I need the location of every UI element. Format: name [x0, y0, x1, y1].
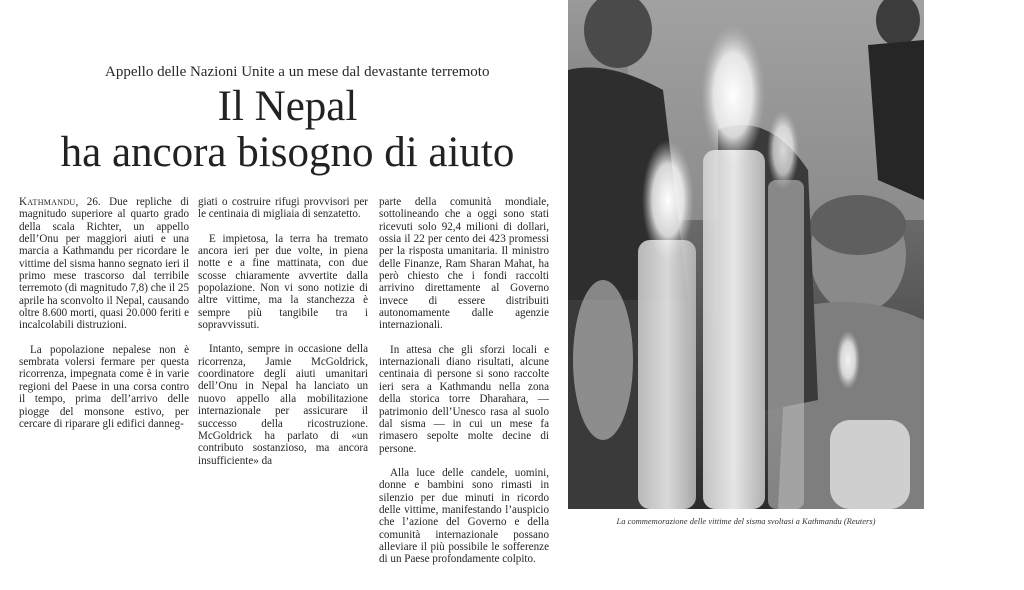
- news-photo: [568, 0, 924, 509]
- article-kicker: Appello delle Nazioni Unite a un mese dal devastante terremoto: [105, 64, 490, 80]
- headline-line-2: ha ancora bisogno di aiuto: [60, 129, 515, 176]
- candle-vigil-photo: [568, 0, 924, 509]
- paragraph: In attesa che gli sforzi locali e internazionali diano risultati, alcune centinaia di persone si sono raccolte ieri sera a Kathmandu nella zona della storica torre Dharahara, — patrimonio dell’Unesco rasa al suolo dal sisma — in cui un mese fa rimasero sepolte molte decine di persone.: [379, 343, 549, 455]
- paragraph: giati o costruire rifugi provvisori per le centinaia di migliaia di senzatetto.: [198, 196, 368, 221]
- photo-caption: La commemorazione delle vittime del sisma svoltasi a Kathmandu (Reuters): [616, 516, 876, 526]
- paragraph-text: , 26. Due repliche di magnitudo superiore al quarto grado della scala Richter, un appello dell’Onu per maggiori aiuti e una marcia a Kathmandu per ricordare le vittime del sisma hanno segnato ieri il primo mese trascorso dal terribile terremoto (di magnitudo 7,8) che il 25 aprile ha sconvolto il Nepal, causando oltre 8.600 morti, quasi 20.000 feriti e incalcolabili distruzioni.: [19, 196, 189, 332]
- paragraph: La popolazione nepalese non è sembrata volersi fermare per questa ricorrenza, impegnata come è in varie regioni del Paese in una corsa contro il tempo, prima dell’arrivo delle piogge del monsone estivo, per cercare di riparare gli edifici danneg-: [19, 343, 189, 430]
- paragraph: [19, 196, 189, 332]
- dateline: Kathmandu: [19, 196, 76, 208]
- headline-line-1: Il Nepal: [217, 83, 358, 130]
- paragraph: parte della comunità mondiale, sottolineando che a oggi sono stati ricevuti solo 92,4 milioni di dollari, ossia il 22 per cento dei 423 promessi per la risposta umanitaria. Il ministro delle Finanze, Ram Sharan Mahat, ha però chiesto che i fondi raccolti arrivino direttamente al Governo invece di essere distribuiti autonomamente dalle agenzie internazionali.: [379, 196, 549, 332]
- text-column-2: [198, 196, 368, 467]
- paragraph: Intanto, sempre in occasione della ricorrenza, Jamie McGoldrick, coordinatore degli aiuti umanitari dell’Onu in Nepal ha lanciato un nuovo appello alla mobilitazione internazionale per assicurare il successo della ricostruzione. McGoldrick ha parlato di «un contributo sostanzioso, ma ancora insufficiente» da: [198, 343, 368, 467]
- paragraph: Alla luce delle candele, uomini, donne e bambini sono rimasti in silenzio per due minuti in ricordo delle vittime, manifestando l’auspicio che l’azione del Governo e della comunità internazionale possano alleviare il più possibile le sofferenze di un Paese profondamente colpito.: [379, 466, 549, 566]
- paragraph: E impietosa, la terra ha tremato ancora ieri per due volte, in piena notte e a fine mattinata, con due scosse chiaramente avvertite dalla popolazione. Non vi sono notizie di altre vittime, ma la stanchezza è sempre più tangibile tra i sopravvissuti.: [198, 232, 368, 332]
- article-headline: [0, 84, 575, 176]
- text-column-1: [19, 196, 189, 430]
- text-column-3: [379, 196, 549, 566]
